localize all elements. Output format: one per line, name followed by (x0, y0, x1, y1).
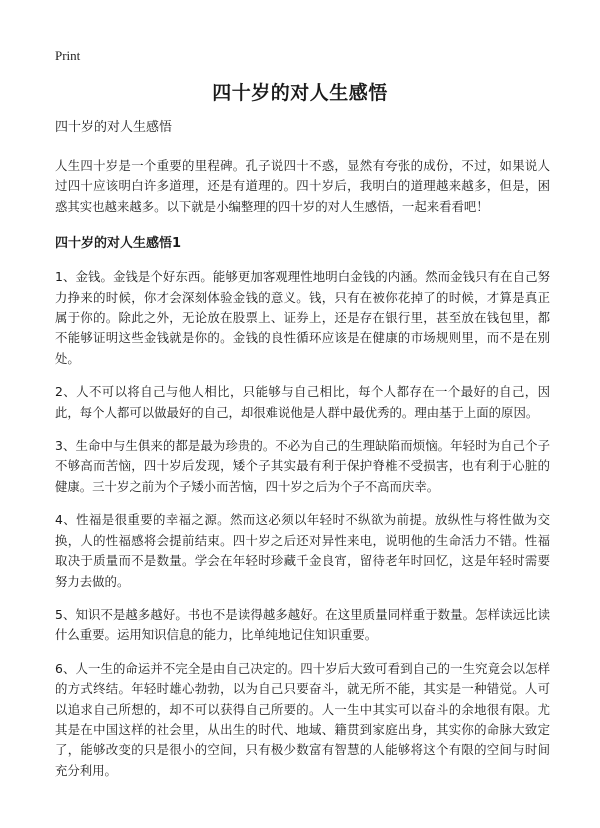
paragraph-5: 5、知识不是越多越好。书也不是读得越多越好。在这里质量同样重于数量。怎样读远比读什么重要。运用知识信息的能力，比单纯地记住知识重要。 (55, 606, 550, 643)
print-link[interactable]: Print (55, 48, 81, 63)
paragraph-4: 4、性福是很重要的幸福之源。然而这必须以年轻时不纵欲为前提。放纵性与将性做为交换，人的性福感将会提前结束。四十岁之后还对异性来电，说明他的生命活力不错。性福取决于质量而不是数量。学会在年轻时珍藏千金良宵，留待老年时回忆，这是年轻时需要努力去做的。 (55, 512, 550, 589)
page-title: 四十岁的对人生感悟 (212, 82, 388, 104)
paragraph-2: 2、人不可以将自己与他人相比，只能够与自己相比，每个人都存在一个最好的自己，因此，每个人都可以做最好的自己，却很难说他是人群中最优秀的。理由基于上面的原因。 (55, 384, 550, 420)
paragraph-3: 3、生命中与生俱来的都是最为珍贵的。不必为自己的生理缺陷而烦恼。年轻时为自己个子不够高而苦恼，四十岁后发现，矮个子其实最有利于保护脊椎不受损害，也有利于心脏的健康。三十岁之前为个子矮小而苦恼，四十岁之后为个子不高而庆幸。 (55, 438, 550, 494)
paragraph-6: 6、人一生的命运并不完全是由自己决定的。四十岁后大致可看到自己的一生究竟会以怎样的方式终结。年轻时雄心勃勃，以为自己只要奋斗，就无所不能，其实是一种错觉。人可以追求自己所想的，却不可以获得自己所要的。人一生中其实可以奋斗的余地很有限。尤其是在中国这样的社会里，从出生的时代、地域、籍贯到家庭出身，其实你的命脉大致定了，能够改变的只是很小的空间，只有极少数富有智慧的人能够将这个有限的空间与时间充分利用。 (55, 660, 550, 778)
intro-paragraph: 人生四十岁是一个重要的里程碑。孔子说四十不惑，显然有夸张的成份，不过，如果说人过四十应该明白许多道理，还是有道理的。四十岁后，我明白的道理越来越多，但是，困惑其实也越来越多。以下就是小编整理的四十岁的对人生感悟，一起来看看吧！ (55, 158, 550, 214)
paragraph-1: 1、金钱。金钱是个好东西。能够更加客观理性地明白金钱的内涵。然而金钱只有在自己努力挣来的时候，你才会深刻体验金钱的意义。钱，只有在被你花掉了的时候，才算是真正属于你的。除此之外，无论放在股票上、证券上，还是存在银行里，甚至放在钱包里，都不能够证明这些金钱就是你的。金钱的良性循环应该是在健康的市场规则里，而不是在别处。 (55, 269, 550, 366)
section-heading: 四十岁的对人生感悟1 (55, 236, 182, 252)
article-subtitle: 四十岁的对人生感悟 (55, 120, 173, 135)
article-body (55, 118, 550, 794)
